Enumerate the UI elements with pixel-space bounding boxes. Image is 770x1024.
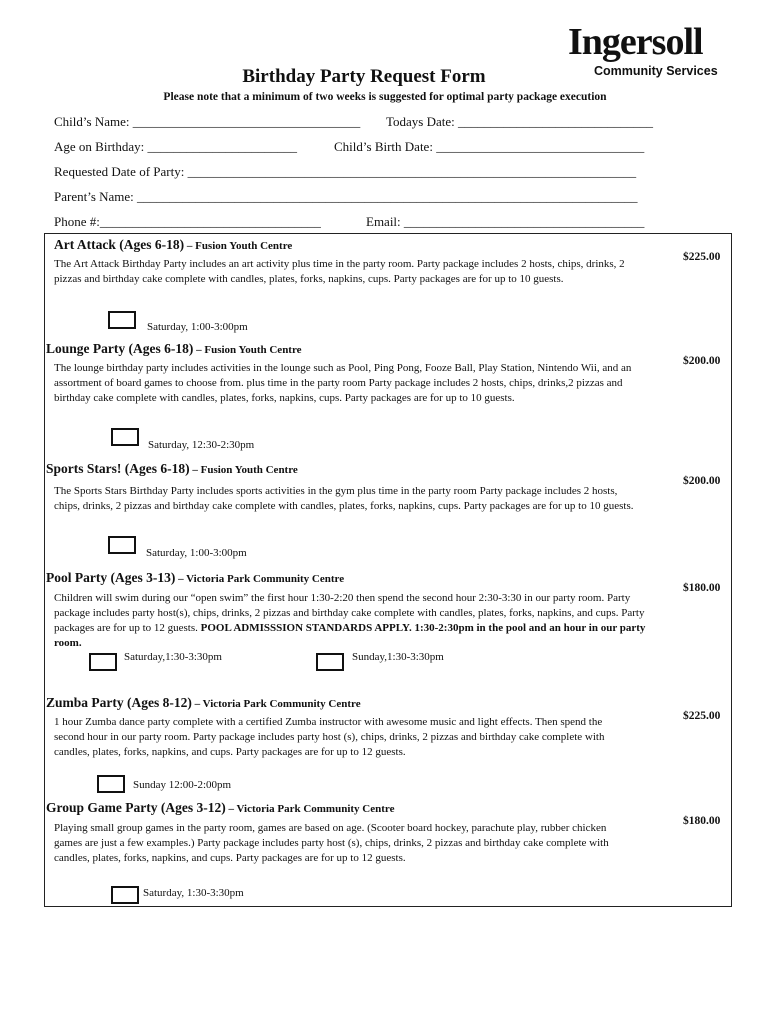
time-slot-checkbox[interactable] (108, 311, 136, 329)
package-title: Zumba Party (Ages 8-12) – Victoria Park Community Centre (46, 695, 361, 710)
package-title: Sports Stars! (Ages 6-18) – Fusion Youth Centre (46, 461, 298, 476)
package-description: The Art Attack Birthday Party includes an art activity plus time in the party room. Party package includes 2 hosts, chips, drinks, 2 pizzas and birthday cake complete with candles, plates, forks, napkins, cups. Party packages are for up to 10 guests. (54, 258, 625, 285)
time-slot-checkbox[interactable] (108, 536, 136, 554)
phone-field[interactable]: Phone #:__________________________________ (54, 214, 321, 229)
time-slot-label: Saturday, 12:30-2:30pm (148, 439, 255, 451)
form-note: Please note that a minimum of two weeks is suggested for optimal party package execution (163, 91, 607, 103)
time-slot-label: Saturday, 1:00-3:00pm (146, 547, 247, 559)
time-slot-label: Saturday, 1:00-3:00pm (147, 321, 248, 333)
time-slot-label: Saturday,1:30-3:30pm (124, 651, 222, 663)
time-slot-checkbox[interactable] (97, 775, 125, 793)
parent-name-field[interactable]: Parent’s Name: _____________________________________________________________________________ (54, 189, 638, 204)
requested-date-field[interactable]: Requested Date of Party: _____________________________________________________________________ (54, 164, 637, 179)
logo-subtitle: Community Services (594, 64, 718, 78)
package-title: Art Attack (Ages 6-18) – Fusion Youth Centre (54, 237, 293, 252)
time-slot-checkbox[interactable] (316, 653, 344, 671)
time-slot-checkbox[interactable] (89, 653, 117, 671)
age-field[interactable]: Age on Birthday: _______________________ (54, 139, 298, 154)
ingersoll-logo: Ingersoll (568, 21, 703, 63)
package-price: $180.00 (683, 582, 721, 594)
package-description: Playing small group games in the party room, games are based on age. (Scooter board hockey, parachute play, rubber chicken games are just a few examples.) Party package includes party host (s), chips, drinks, 2 pizzas and birthday cake complete with candles, plates, forks, napkins, and cups. Party packages are for up to 12 guests. (54, 822, 609, 864)
form-title: Birthday Party Request Form (242, 66, 486, 87)
birth-date-field[interactable]: Child’s Birth Date: ________________________________ (334, 139, 645, 154)
package-title: Pool Party (Ages 3-13) – Victoria Park Community Centre (46, 570, 345, 585)
package-description: The lounge birthday party includes activities in the lounge such as Pool, Ping Pong, Fooze Ball, Play Station, Nintendo Wii, and an assortment of board games to choose from. plus time in the party room Party package includes 2 hosts, chips, drinks,2 pizzas and birthday cake complete with candles, plates, forks, napkins, cups. Party packages are for up to 10 guests. (54, 362, 632, 404)
package-description: 1 hour Zumba dance party complete with a certified Zumba instructor with awesome music and light effects. Then spend the second hour in our party room. Party package includes party host (s), chips, drinks, 2 pizzas and birthday cake complete with candles, plates, forks, napkins, and cups. Party packages are for up to 12 guests. (54, 716, 605, 758)
package-description: Children will swim during our “open swim” the first hour 1:30-2:20 then spend the second hour 2:30-3:30 in our party room. Party package includes party host(s), chips, drinks, 2 pizzas and birthday cake complete with candles, plates, forks, napkins, and cups. Party packages are for up to 12 guests. POOL ADMISSSION STANDARDS APPLY. 1:30-2:30pm in the pool and an hour in our party room. (54, 592, 646, 649)
email-field[interactable]: Email: _____________________________________ (366, 214, 645, 229)
package-title: Lounge Party (Ages 6-18) – Fusion Youth Centre (46, 341, 302, 356)
package-price: $200.00 (683, 355, 721, 367)
todays-date-field[interactable]: Todays Date: ______________________________ (386, 114, 654, 129)
time-slot-checkbox[interactable] (111, 428, 139, 446)
time-slot-label: Sunday 12:00-2:00pm (133, 779, 232, 791)
package-price: $180.00 (683, 815, 721, 827)
time-slot-checkbox[interactable] (111, 886, 139, 904)
package-title: Group Game Party (Ages 3-12) – Victoria Park Community Centre (46, 800, 395, 815)
package-price: $200.00 (683, 475, 721, 487)
time-slot-label: Sunday,1:30-3:30pm (352, 651, 444, 663)
package-price: $225.00 (683, 251, 721, 263)
package-price: $225.00 (683, 710, 721, 722)
time-slot-label: Saturday, 1:30-3:30pm (143, 887, 244, 899)
package-description: The Sports Stars Birthday Party includes sports activities in the gym plus time in the party room Party package includes 2 hosts, chips, drinks, 2 pizzas and birthday cake complete with candles, plates, forks, napkins, cups. Party packages are for up to 10 guests. (54, 485, 634, 512)
child-name-field[interactable]: Child’s Name: ___________________________________ (54, 114, 361, 129)
